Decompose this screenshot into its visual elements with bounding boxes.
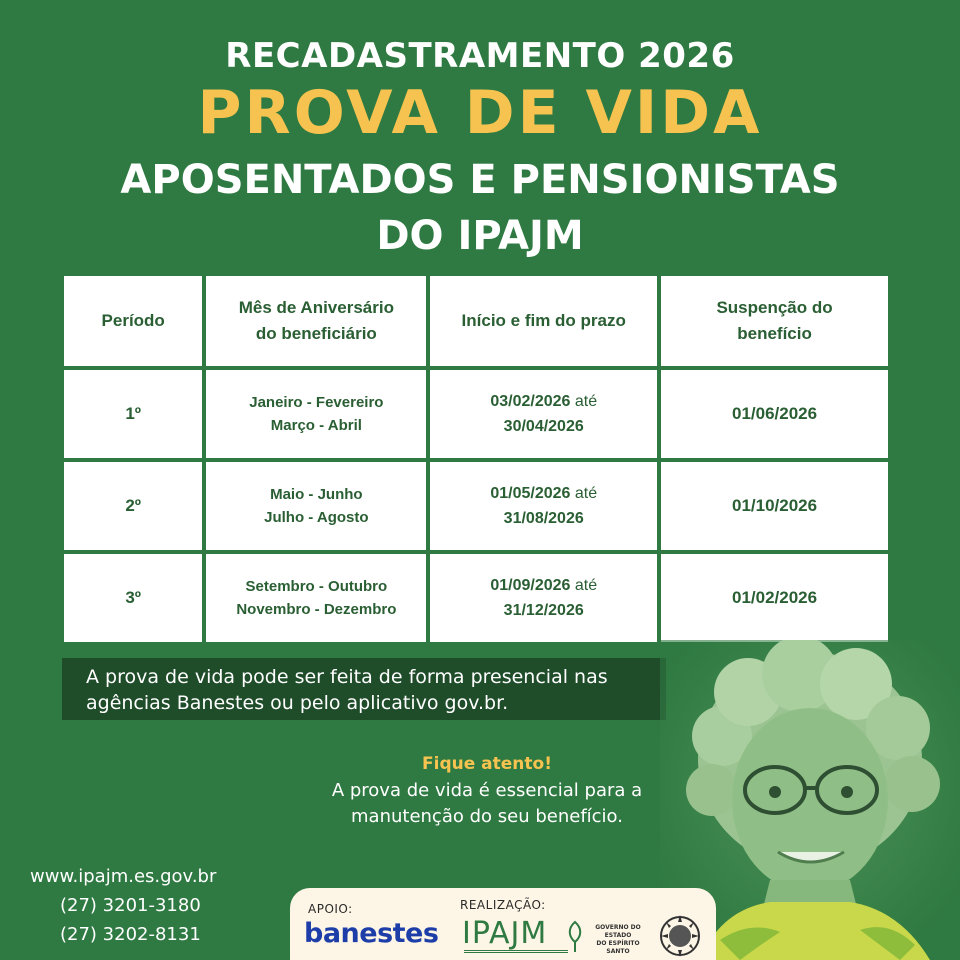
header-month-line2: do beneficiário (255, 324, 377, 343)
cell-suspension: 01/02/2026 (661, 554, 888, 642)
attention-title: Fique atento! (422, 754, 552, 774)
table-header-row (64, 276, 888, 366)
apoio-label: APOIO: (308, 902, 353, 916)
cell-months-line1: Janeiro - Fevereiro (249, 394, 384, 411)
cell-range-joiner: até (574, 577, 598, 594)
info-note-line2: agências Banestes ou pelo aplicativo gov.br. (86, 692, 509, 714)
header-title: PROVA DE VIDA (197, 78, 763, 148)
cell-range (430, 462, 657, 550)
cell-range-end: 31/12/2026 (503, 602, 584, 619)
header-month (206, 276, 426, 366)
cell-range-start: 01/09/2026 (490, 577, 571, 594)
phone-number[interactable]: (27) 3201-3180 (60, 895, 201, 916)
ipajm-logo-underline (464, 950, 568, 953)
ipajm-emblem-icon (566, 920, 584, 954)
cell-range-end: 30/04/2026 (503, 418, 584, 435)
cell-range (430, 554, 657, 642)
cell-period: 1º (64, 370, 202, 458)
cell-range-start: 03/02/2026 (490, 393, 571, 410)
cell-range (430, 370, 657, 458)
header-suspension-line2: benefício (737, 324, 812, 343)
state-coat-of-arms-icon (658, 912, 702, 960)
header-suspension (661, 276, 888, 366)
info-note-line1: A prova de vida pode ser feita de forma presencial nas (86, 666, 608, 688)
realizacao-label: REALIZAÇÃO: (460, 898, 546, 912)
table-row (64, 462, 888, 550)
attention-text (300, 778, 674, 830)
gov-es-line2: DO ESPÍRITO SANTO (596, 940, 640, 955)
gov-es-line1: GOVERNO DO ESTADO (595, 924, 641, 939)
cell-suspension: 01/10/2026 (661, 462, 888, 550)
table-row (64, 554, 888, 642)
cell-months-line1: Setembro - Outubro (245, 578, 388, 595)
cell-range-joiner: até (574, 485, 598, 502)
header-audience (0, 152, 960, 264)
schedule-table (64, 276, 896, 642)
header-period: Período (64, 276, 202, 366)
phone-number[interactable]: (27) 3202-8131 (60, 924, 201, 945)
cell-suspension: 01/06/2026 (661, 370, 888, 458)
attention-text-line2: manutenção do seu benefício. (351, 806, 623, 827)
cell-months-line2: Março - Abril (270, 417, 362, 434)
gov-es-text (590, 924, 646, 956)
header-suspension-line1: Suspenção do (716, 298, 833, 317)
header-audience-line2: DO IPAJM (376, 213, 584, 259)
table-row (64, 370, 888, 458)
sponsor-bar (290, 888, 716, 960)
website-link[interactable]: www.ipajm.es.gov.br (30, 866, 217, 887)
cell-months-line2: Novembro - Dezembro (236, 601, 397, 618)
banestes-logo: banestes (304, 918, 439, 949)
contact-info (30, 862, 216, 949)
cell-range-joiner: até (574, 393, 598, 410)
cell-range-end: 31/08/2026 (503, 510, 584, 527)
attention-text-line1: A prova de vida é essencial para a (331, 780, 643, 801)
header-audience-line1: APOSENTADOS E PENSIONISTAS (120, 157, 840, 203)
cell-months-line1: Maio - Junho (270, 486, 363, 503)
header-subtitle: RECADASTRAMENTO 2026 (225, 36, 735, 76)
cell-months (206, 554, 426, 642)
cell-period: 2º (64, 462, 202, 550)
cell-months (206, 462, 426, 550)
header-range: Início e fim do prazo (430, 276, 657, 366)
cell-months-line2: Julho - Agosto (264, 509, 369, 526)
header-month-line1: Mês de Aniversário (238, 298, 394, 317)
cell-period: 3º (64, 554, 202, 642)
info-note (62, 658, 666, 720)
ipajm-logo: IPAJM (462, 916, 548, 951)
cell-range-start: 01/05/2026 (490, 485, 571, 502)
cell-months (206, 370, 426, 458)
